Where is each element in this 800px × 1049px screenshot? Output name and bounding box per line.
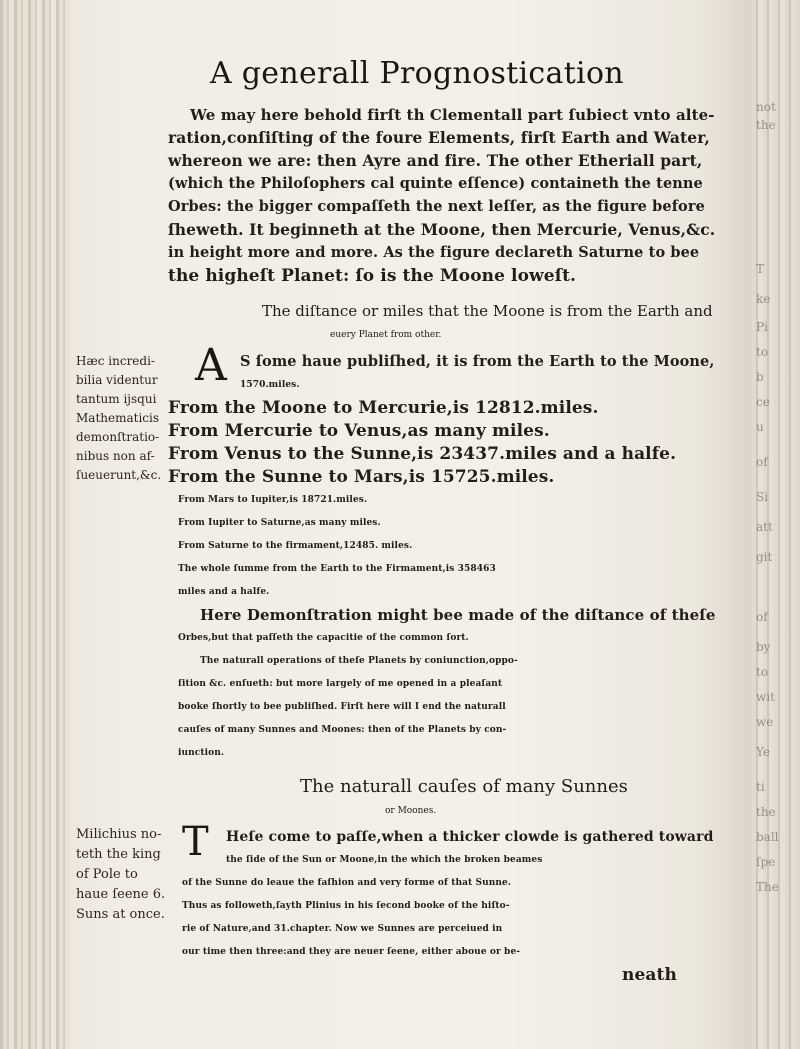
text-line: We may here behold firſt th Clementall part ſubiect vnto alte- (190, 106, 715, 124)
text-line: ſition &c. enſueth: but more largely of me opened in a pleaſant (178, 679, 503, 689)
note-line: ſueuerunt,&c. (76, 468, 162, 482)
text-line: booke ſhortly to bee publiſhed. Firſt here will I end the naturall (178, 702, 506, 712)
text-line: From Iupiter to Saturne,as many miles. (178, 518, 381, 528)
bleed-text: by (756, 640, 771, 654)
bleed-text: ce (756, 395, 770, 409)
text-line: whereon we are: then Ayre and fire. The other Etheriall part, (168, 151, 703, 170)
note-line: Suns at once. (76, 907, 165, 922)
heading-line: The naturall cauſes of many Sunnes (300, 776, 628, 797)
text-line: From the Sunne to Mars,is 15725.miles. (168, 467, 555, 487)
bleed-text: to (756, 345, 769, 359)
bleed-text: Pi (756, 320, 768, 334)
bleed-text: ball (756, 830, 779, 844)
bleed-text: git (756, 550, 773, 564)
text-line: our time then three:and they are neuer ſeene, either aboue or be- (182, 947, 521, 957)
note-line: tantum ijsqui (76, 392, 157, 406)
heading-line: euery Planet from other. (330, 330, 442, 340)
text-line: rie of Nature,and 31.chapter. Now we Sunnes are perceiued in (182, 924, 503, 934)
note-line: bilia videntur (76, 373, 158, 387)
text-line: the ſide of the Sun or Moone,in the which the broken beames (226, 855, 543, 865)
bleed-text: Si (756, 490, 769, 504)
note-line: haue ſeene 6. (76, 887, 166, 902)
text-line: From Venus to the Sunne,is 23437.miles and a halfe. (168, 444, 677, 464)
text-line: From Mars to Iupiter,is 18721.miles. (178, 495, 368, 505)
bleed-text: not (756, 100, 776, 114)
note-line: of Pole to (76, 867, 138, 882)
text-line: Here Demonſtration might bee made of the diſtance of theſe (200, 606, 716, 624)
bleed-text: b (756, 370, 764, 384)
drop-capital: A (195, 340, 227, 391)
left-page-edges (0, 0, 70, 1049)
bleed-text: to (756, 665, 769, 679)
bleed-text: Ye (756, 745, 770, 759)
text-line: iunction. (178, 748, 225, 758)
bleed-text: of (756, 610, 768, 624)
note-line: Mathematicis (76, 411, 160, 425)
note-line: demonſtratio- (76, 430, 160, 444)
text-line: The whole ſumme from the Earth to the Firmament,is 358463 (178, 564, 496, 574)
bleed-text: The (756, 880, 779, 894)
bleed-text: ti (756, 780, 765, 794)
bleed-text: u (756, 420, 764, 434)
bleed-text: ſpe (756, 855, 776, 869)
text-line: From Mercurie to Venus,as many miles. (168, 421, 550, 441)
text-line: Orbes: the bigger compaſſeth the next leſſer, as the figure before (168, 198, 705, 215)
heading-line: The diſtance or miles that the Moone is from the Earth and (262, 302, 713, 320)
bleed-text: we (756, 715, 774, 729)
bleed-text: T (756, 262, 765, 276)
text-line: ration,conſiſting of the foure Elements, firſt Earth and Water, (168, 128, 710, 147)
note-line: Hæc incredi- (76, 354, 155, 368)
text-line: the higheſt Planet: ſo is the Moone loweſt. (168, 266, 577, 286)
note-line: teth the king (76, 847, 161, 862)
catchword: neath (622, 965, 677, 985)
text-line: Orbes,but that paſſeth the capacitie of the common ſort. (178, 633, 469, 643)
page-title: A generall Prognostication (210, 56, 624, 91)
bleed-text: ke (756, 292, 771, 306)
bleed-text: att (756, 520, 773, 534)
bleed-text: the (756, 805, 776, 819)
text-line: From the Moone to Mercurie,is 12812.miles. (168, 398, 599, 418)
text-line: in height more and more. As the figure declareth Saturne to bee (168, 244, 700, 261)
text-line: S ſome haue publiſhed, it is from the Earth to the Moone, (240, 353, 715, 370)
text-line: Thus as followeth,ſayth Plinius in his ſecond booke of the hiſto- (182, 901, 510, 911)
text-line: miles and a halfe. (178, 587, 270, 597)
note-line: Milichius no- (76, 827, 162, 842)
text-line: (which the Philoſophers cal quinte eſſence) containeth the tenne (168, 175, 703, 192)
text-line: Heſe come to paſſe,when a thicker clowde is gathered toward (226, 829, 714, 845)
text-line: cauſes of many Sunnes and Moones: then of the Planets by con- (178, 725, 507, 735)
text-line: ſheweth. It beginneth at the Moone, then Mercurie, Venus,&c. (168, 220, 716, 239)
bleed-text: the (756, 118, 776, 132)
text-line: From Saturne to the firmament,12485. miles. (178, 541, 413, 551)
note-line: nibus non af- (76, 449, 155, 463)
text-line: 1570.miles. (240, 380, 300, 390)
text-line: The naturall operations of theſe Planets by coniunction,oppo- (200, 656, 518, 666)
bleed-text: of (756, 455, 768, 469)
text-line: of the Sunne do leaue the faſhion and very forme of that Sunne. (182, 878, 512, 888)
heading-line: or Moones. (385, 806, 437, 816)
bleed-text: wit (756, 690, 775, 704)
drop-capital: T (182, 819, 209, 865)
